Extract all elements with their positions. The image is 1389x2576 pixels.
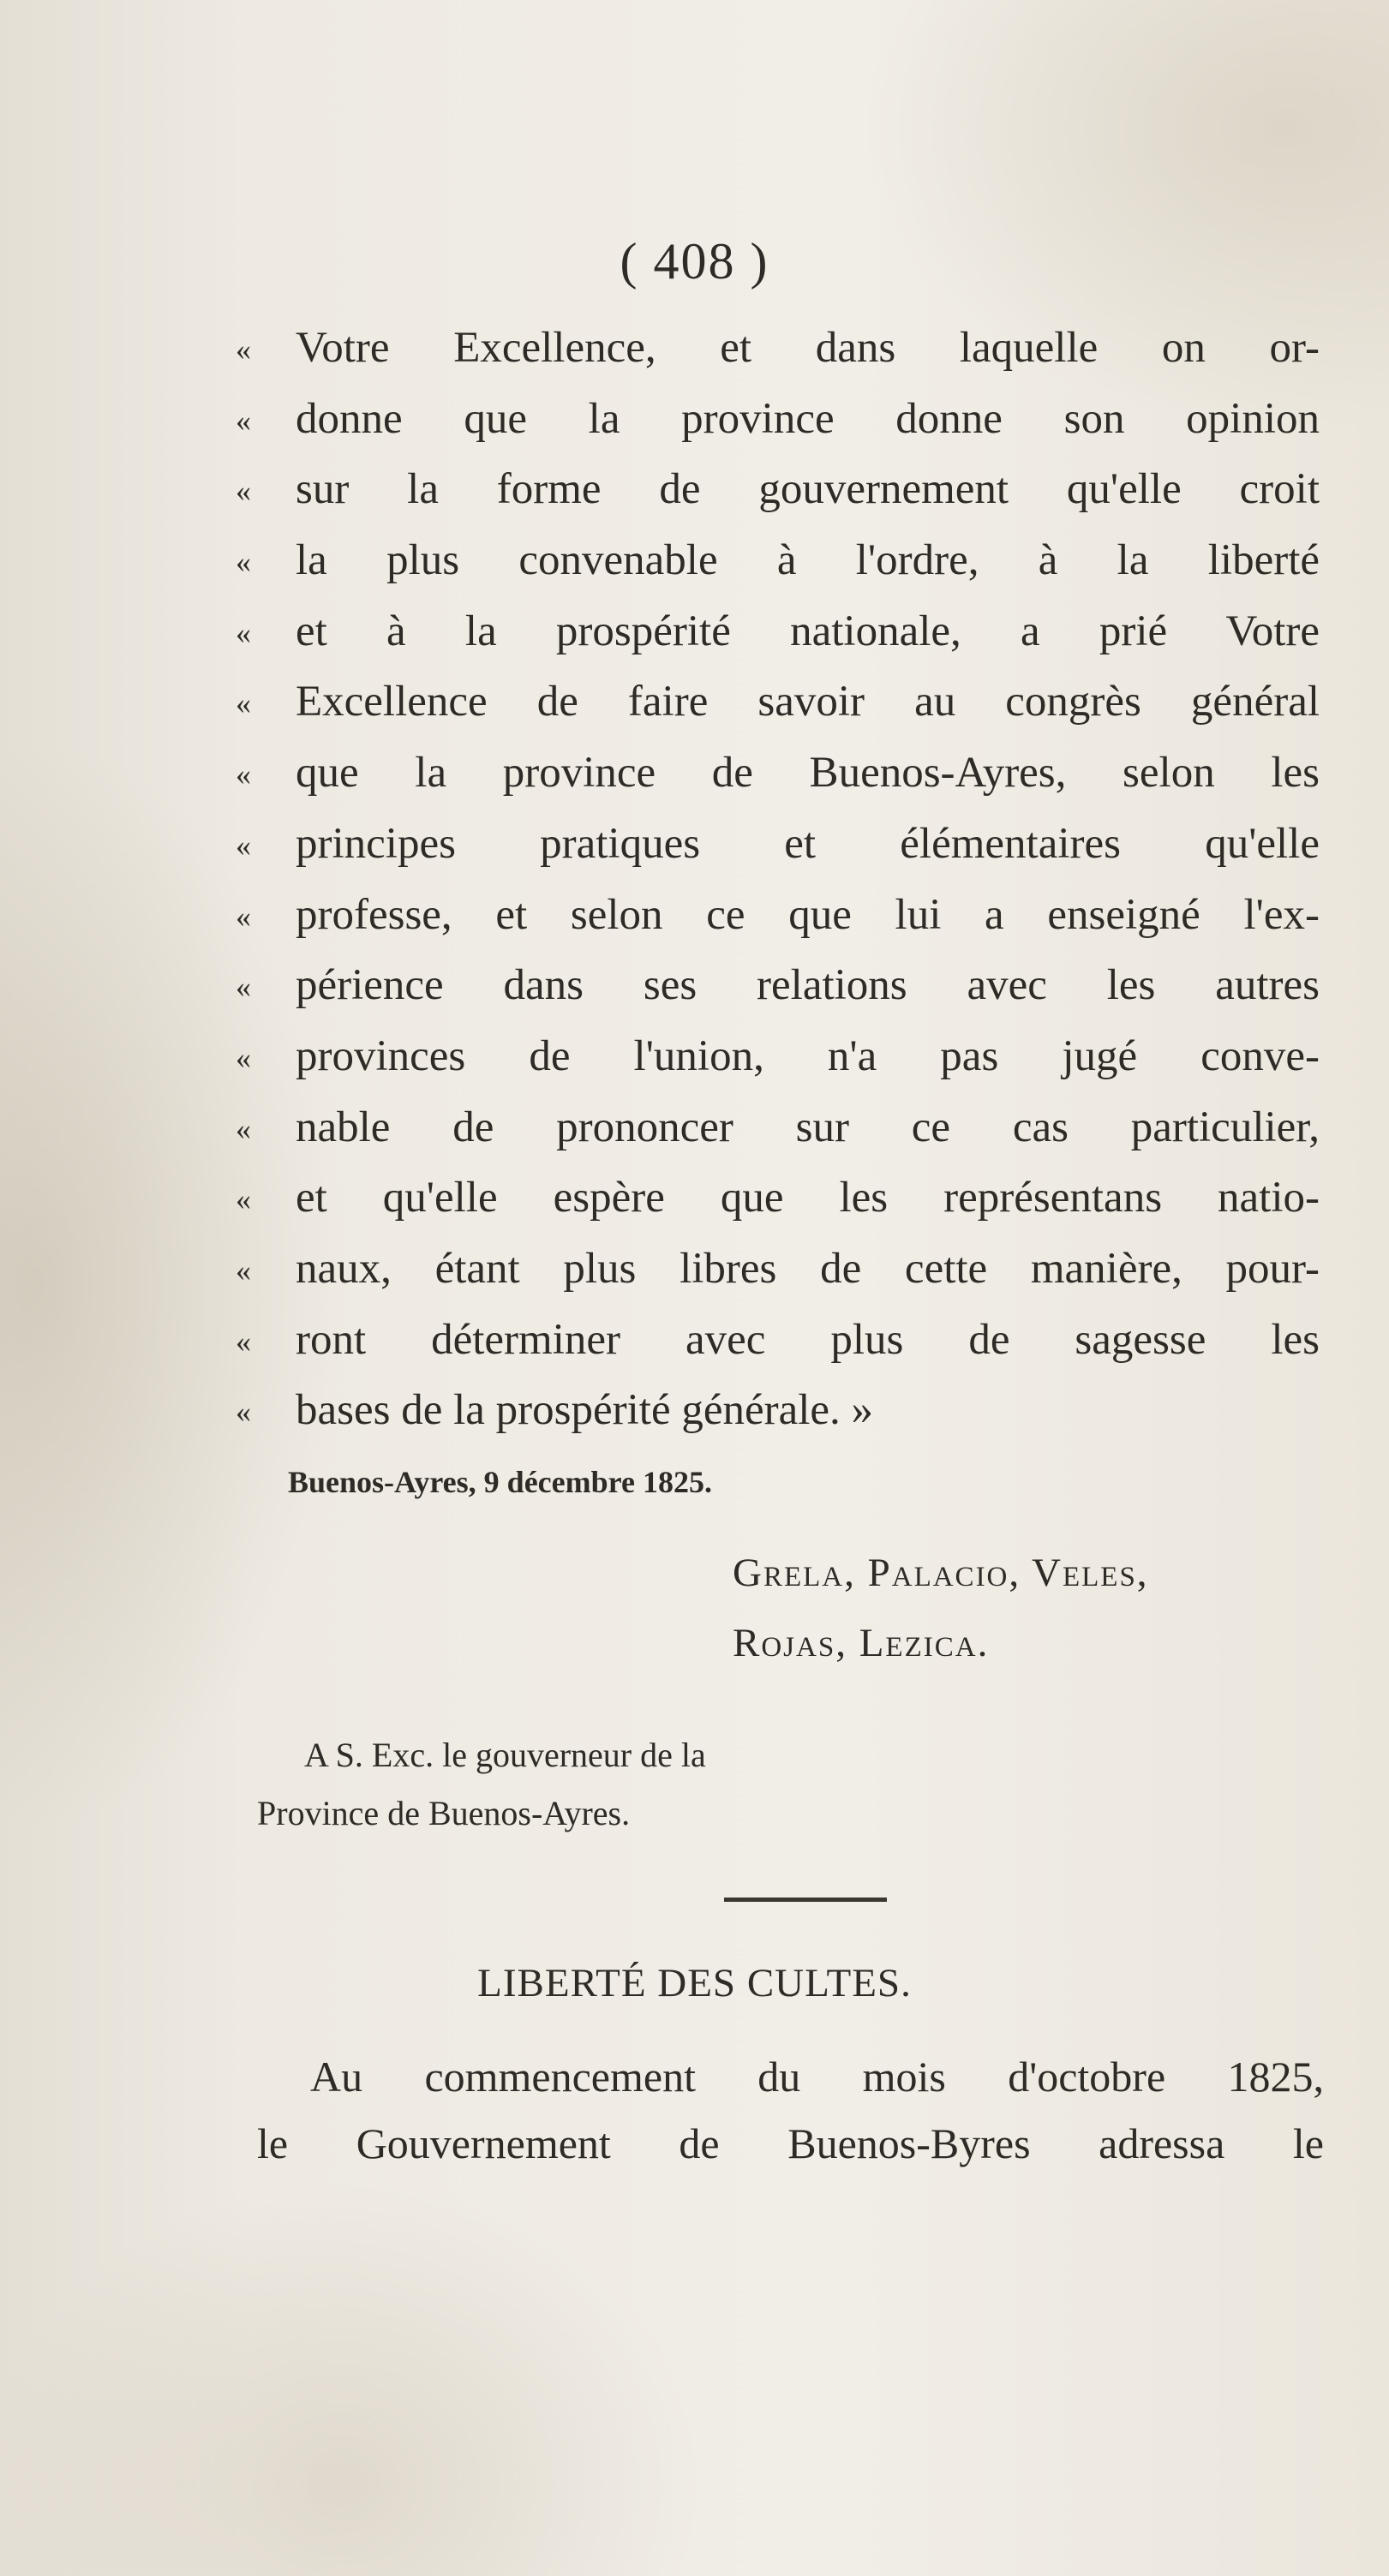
quote-mark: « [236,1182,251,1217]
quote-mark: « [236,1252,251,1288]
section-body-text [257,2043,1324,2177]
text-line: « principes pratiques et élémentaires qu'elle [236,809,1320,880]
text-line: « la plus convenable à l'ordre, à la liberté [236,525,1320,596]
quote-mark: « [236,545,251,580]
section-divider [724,1898,887,1902]
addressee [257,1726,706,1843]
section-title: LIBERTÉ DES CULTES. [477,1961,912,2005]
quoted-letter-text [236,313,1320,1446]
signature-line: Grela, Palacio, Veles, [733,1551,1149,1595]
text-line: « naux, étant plus libres de cette manière, pour- [236,1234,1320,1305]
quote-mark: « [236,1395,251,1430]
text-line: « professe, et selon ce que lui a enseigné l'ex- [236,880,1320,951]
text-line: « nable de prononcer sur ce cas particulier, [236,1092,1320,1163]
text-line: « ront déterminer avec plus de sagesse les [236,1305,1320,1376]
signatures [733,1538,1324,1678]
quote-mark: « [236,828,251,863]
quote-mark: « [236,686,251,721]
text-line: « que la province de Buenos-Ayres, selon les [236,738,1320,809]
quote-mark: « [236,403,251,438]
text-line: « et à la prospérité nationale, a prié Votre [236,596,1320,667]
signature-line: Rojas, Lezica. [733,1621,990,1665]
quote-mark: « [236,757,251,792]
quote-mark: « [236,970,251,1005]
quote-mark: « [236,474,251,509]
text-line: « donne que la province donne son opinion [236,384,1320,455]
quote-mark: « [236,615,251,650]
text-line: « périence dans ses relations avec les autres [236,950,1320,1021]
addressee-line: A S. Exc. le gouverneur de la [304,1736,706,1774]
text-line: « sur la forme de gouvernement qu'elle croit [236,454,1320,525]
text-line: « Excellence de faire savoir au congrès général [236,666,1320,738]
page-number: ( 408 ) [620,233,769,290]
quote-mark: « [236,1040,251,1075]
dateline: Buenos-Ayres, 9 décembre 1825. [288,1465,712,1499]
text-line-last: « bases de la prospérité générale. » [236,1375,1320,1446]
text-line: « Votre Excellence, et dans laquelle on or- [236,313,1320,384]
text-line: « provinces de l'union, n'a pas jugé conve- [236,1021,1320,1092]
text-line: le Gouvernement de Buenos-Byres adressa le [257,2119,1324,2167]
quote-mark: « [236,1324,251,1359]
addressee-line: Province de Buenos-Ayres. [257,1794,631,1832]
quote-mark: « [236,332,251,367]
quote-mark: « [236,1111,251,1146]
text-line: « et qu'elle espère que les représentans natio- [236,1162,1320,1234]
text-line: Au commencement du mois d'octobre 1825, [310,2053,1324,2101]
quote-mark: « [236,899,251,934]
